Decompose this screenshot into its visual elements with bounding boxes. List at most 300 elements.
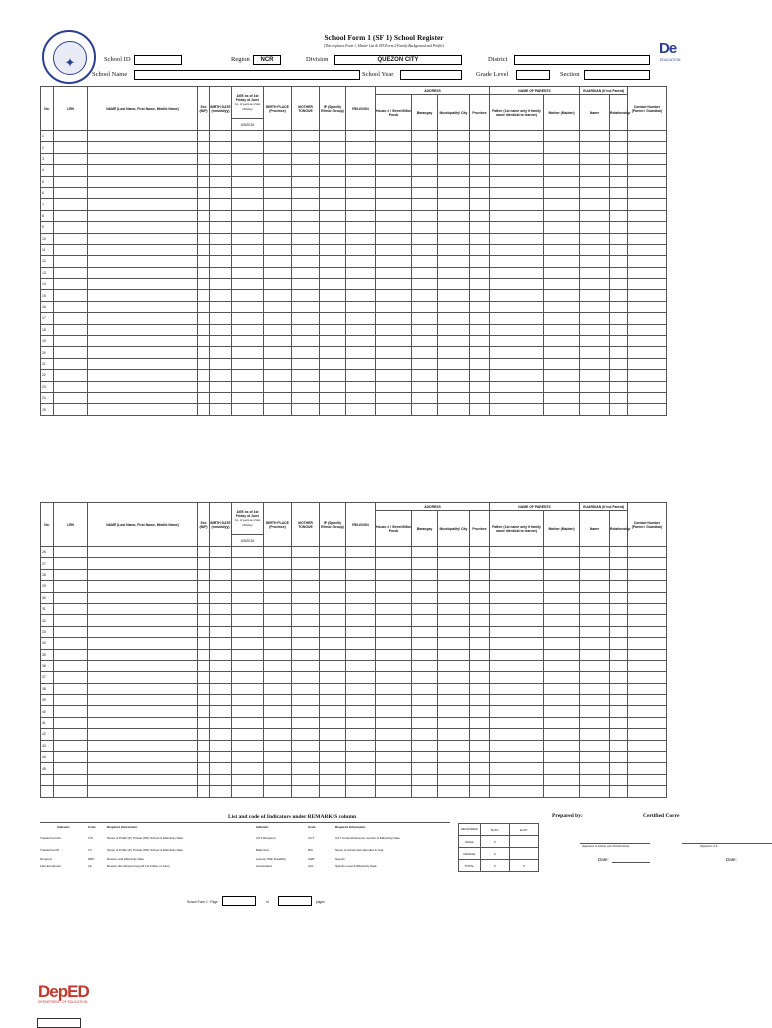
table-cell[interactable]	[346, 153, 376, 164]
table-cell[interactable]	[470, 267, 490, 278]
table-cell[interactable]	[610, 256, 628, 267]
table-cell[interactable]	[628, 626, 667, 637]
table-cell[interactable]	[198, 165, 210, 176]
table-cell[interactable]	[438, 729, 470, 740]
table-cell[interactable]	[264, 558, 292, 569]
table-cell[interactable]	[320, 279, 346, 290]
district-field[interactable]	[514, 55, 650, 65]
table-cell[interactable]	[470, 592, 490, 603]
table-cell[interactable]	[490, 267, 544, 278]
table-cell[interactable]	[320, 581, 346, 592]
table-cell[interactable]	[320, 706, 346, 717]
table-cell[interactable]	[264, 581, 292, 592]
table-cell[interactable]	[198, 558, 210, 569]
table-cell[interactable]	[88, 649, 198, 660]
table-cell[interactable]	[346, 717, 376, 728]
table-cell[interactable]	[438, 199, 470, 210]
table-cell[interactable]	[376, 672, 412, 683]
table-cell[interactable]	[320, 336, 346, 347]
table-cell[interactable]	[470, 569, 490, 580]
table-cell[interactable]	[628, 683, 667, 694]
table-cell[interactable]	[580, 301, 610, 312]
table-cell[interactable]	[88, 256, 198, 267]
table-cell[interactable]	[292, 290, 320, 301]
table-cell[interactable]	[628, 165, 667, 176]
table-cell[interactable]	[292, 626, 320, 637]
table-cell[interactable]	[628, 210, 667, 221]
table-cell[interactable]	[580, 729, 610, 740]
table-cell[interactable]	[198, 581, 210, 592]
table-cell[interactable]	[580, 279, 610, 290]
table-cell[interactable]	[320, 752, 346, 763]
table-cell[interactable]	[198, 569, 210, 580]
table-cell[interactable]	[412, 786, 438, 797]
table-cell[interactable]	[580, 381, 610, 392]
table-cell[interactable]	[628, 547, 667, 558]
table-cell[interactable]	[544, 649, 580, 660]
table-cell[interactable]	[610, 290, 628, 301]
table-cell[interactable]	[412, 324, 438, 335]
table-cell[interactable]	[610, 706, 628, 717]
summary-bosy[interactable]: 0	[480, 860, 509, 872]
table-cell[interactable]	[412, 404, 438, 415]
table-cell[interactable]	[610, 763, 628, 774]
table-cell[interactable]	[412, 301, 438, 312]
table-cell[interactable]	[88, 581, 198, 592]
table-cell[interactable]	[470, 740, 490, 751]
table-cell[interactable]	[376, 740, 412, 751]
table-cell[interactable]	[412, 581, 438, 592]
table-cell[interactable]	[88, 558, 198, 569]
table-cell[interactable]	[210, 392, 232, 403]
table-cell[interactable]	[292, 603, 320, 614]
table-cell[interactable]	[628, 336, 667, 347]
table-cell[interactable]	[628, 603, 667, 614]
table-cell[interactable]	[346, 626, 376, 637]
table-cell[interactable]	[376, 313, 412, 324]
table-cell[interactable]	[470, 233, 490, 244]
table-cell[interactable]	[292, 752, 320, 763]
table-cell[interactable]	[490, 569, 544, 580]
table-cell[interactable]	[320, 392, 346, 403]
table-cell[interactable]	[628, 763, 667, 774]
table-cell[interactable]	[292, 244, 320, 255]
table-cell[interactable]	[346, 404, 376, 415]
table-cell[interactable]	[544, 763, 580, 774]
table-cell[interactable]	[628, 358, 667, 369]
school-id-field[interactable]	[134, 55, 182, 65]
table-cell[interactable]	[54, 615, 88, 626]
table-cell[interactable]	[490, 615, 544, 626]
table-cell[interactable]	[232, 222, 264, 233]
table-cell[interactable]	[628, 404, 667, 415]
table-cell[interactable]	[292, 660, 320, 671]
table-cell[interactable]	[544, 131, 580, 142]
summary-bosy[interactable]: 0	[480, 848, 509, 860]
table-cell[interactable]	[232, 740, 264, 751]
table-cell[interactable]	[232, 290, 264, 301]
table-cell[interactable]	[292, 222, 320, 233]
table-cell[interactable]	[292, 615, 320, 626]
table-cell[interactable]	[438, 786, 470, 797]
table-cell[interactable]	[610, 603, 628, 614]
table-cell[interactable]	[376, 752, 412, 763]
table-cell[interactable]	[470, 142, 490, 153]
table-cell[interactable]	[264, 210, 292, 221]
table-cell[interactable]	[232, 233, 264, 244]
table-cell[interactable]	[88, 660, 198, 671]
table-cell[interactable]	[490, 740, 544, 751]
table-cell[interactable]	[544, 592, 580, 603]
table-cell[interactable]	[580, 131, 610, 142]
table-cell[interactable]	[470, 706, 490, 717]
table-cell[interactable]	[198, 210, 210, 221]
school-name-field[interactable]	[134, 70, 360, 80]
table-cell[interactable]	[470, 717, 490, 728]
table-cell[interactable]	[490, 581, 544, 592]
table-cell[interactable]	[264, 336, 292, 347]
table-cell[interactable]	[292, 279, 320, 290]
table-cell[interactable]	[210, 199, 232, 210]
table-cell[interactable]	[580, 233, 610, 244]
table-cell[interactable]	[346, 187, 376, 198]
table-cell[interactable]	[610, 313, 628, 324]
table-cell[interactable]	[232, 786, 264, 797]
table-cell[interactable]	[376, 153, 412, 164]
table-cell[interactable]	[264, 763, 292, 774]
table-cell[interactable]	[438, 569, 470, 580]
table-cell[interactable]	[210, 222, 232, 233]
table-cell[interactable]	[580, 717, 610, 728]
table-cell[interactable]	[198, 649, 210, 660]
table-cell[interactable]	[438, 649, 470, 660]
table-cell[interactable]	[88, 347, 198, 358]
table-cell[interactable]	[210, 660, 232, 671]
table-cell[interactable]	[610, 547, 628, 558]
table-cell[interactable]	[320, 176, 346, 187]
table-cell[interactable]	[628, 142, 667, 153]
table-cell[interactable]	[438, 233, 470, 244]
table-cell[interactable]	[376, 763, 412, 774]
table-cell[interactable]	[198, 638, 210, 649]
table-cell[interactable]	[292, 256, 320, 267]
table-cell[interactable]	[580, 336, 610, 347]
table-cell[interactable]	[320, 740, 346, 751]
table-cell[interactable]	[438, 244, 470, 255]
table-cell[interactable]	[346, 638, 376, 649]
table-cell[interactable]	[88, 603, 198, 614]
table-cell[interactable]	[628, 695, 667, 706]
table-cell[interactable]	[232, 301, 264, 312]
table-cell[interactable]	[376, 626, 412, 637]
table-cell[interactable]	[88, 358, 198, 369]
table-cell[interactable]	[412, 279, 438, 290]
table-cell[interactable]	[438, 603, 470, 614]
table-cell[interactable]	[232, 558, 264, 569]
table-cell[interactable]	[210, 279, 232, 290]
table-cell[interactable]	[470, 324, 490, 335]
table-cell[interactable]	[628, 740, 667, 751]
table-cell[interactable]	[580, 774, 610, 785]
table-cell[interactable]	[438, 683, 470, 694]
table-cell[interactable]	[412, 695, 438, 706]
table-cell[interactable]	[232, 569, 264, 580]
table-cell[interactable]	[264, 672, 292, 683]
table-cell[interactable]	[88, 569, 198, 580]
table-cell[interactable]	[376, 142, 412, 153]
table-cell[interactable]	[198, 672, 210, 683]
table-cell[interactable]	[376, 581, 412, 592]
table-cell[interactable]	[54, 165, 88, 176]
table-cell[interactable]	[376, 256, 412, 267]
table-cell[interactable]	[292, 774, 320, 785]
table-cell[interactable]	[628, 244, 667, 255]
table-cell[interactable]	[580, 313, 610, 324]
table-cell[interactable]	[88, 324, 198, 335]
table-cell[interactable]	[320, 569, 346, 580]
table-cell[interactable]	[198, 301, 210, 312]
table-cell[interactable]	[198, 370, 210, 381]
table-cell[interactable]	[54, 358, 88, 369]
table-cell[interactable]	[628, 381, 667, 392]
table-cell[interactable]	[54, 592, 88, 603]
table-cell[interactable]	[198, 404, 210, 415]
table-cell[interactable]	[438, 626, 470, 637]
table-cell[interactable]	[628, 706, 667, 717]
table-cell[interactable]	[54, 301, 88, 312]
table-cell[interactable]	[210, 381, 232, 392]
table-cell[interactable]	[346, 786, 376, 797]
table-cell[interactable]	[210, 774, 232, 785]
table-cell[interactable]	[580, 244, 610, 255]
table-cell[interactable]	[376, 547, 412, 558]
table-cell[interactable]	[264, 626, 292, 637]
table-cell[interactable]	[412, 290, 438, 301]
table-cell[interactable]	[470, 176, 490, 187]
table-cell[interactable]	[88, 199, 198, 210]
table-cell[interactable]	[88, 187, 198, 198]
table-cell[interactable]	[376, 199, 412, 210]
table-cell[interactable]	[232, 370, 264, 381]
table-cell[interactable]	[210, 786, 232, 797]
table-cell[interactable]	[54, 370, 88, 381]
table-cell[interactable]	[264, 740, 292, 751]
table-cell[interactable]	[210, 153, 232, 164]
table-cell[interactable]	[628, 592, 667, 603]
table-cell[interactable]	[88, 706, 198, 717]
table-cell[interactable]	[412, 210, 438, 221]
table-cell[interactable]	[580, 752, 610, 763]
table-cell[interactable]	[232, 199, 264, 210]
table-cell[interactable]	[610, 187, 628, 198]
table-cell[interactable]	[544, 615, 580, 626]
table-cell[interactable]	[198, 256, 210, 267]
table-cell[interactable]	[210, 404, 232, 415]
table-cell[interactable]	[412, 717, 438, 728]
table-cell[interactable]	[470, 547, 490, 558]
table-cell[interactable]	[580, 706, 610, 717]
table-cell[interactable]	[544, 233, 580, 244]
table-cell[interactable]	[346, 392, 376, 403]
table-cell[interactable]	[210, 569, 232, 580]
table-cell[interactable]	[320, 592, 346, 603]
table-cell[interactable]	[198, 615, 210, 626]
table-cell[interactable]	[376, 358, 412, 369]
table-cell[interactable]	[580, 581, 610, 592]
table-cell[interactable]	[232, 752, 264, 763]
table-cell[interactable]	[610, 336, 628, 347]
table-cell[interactable]	[470, 615, 490, 626]
table-cell[interactable]	[490, 279, 544, 290]
table-cell[interactable]	[264, 547, 292, 558]
table-cell[interactable]	[628, 638, 667, 649]
table-cell[interactable]	[470, 165, 490, 176]
table-cell[interactable]	[54, 176, 88, 187]
table-cell[interactable]	[198, 729, 210, 740]
table-cell[interactable]	[210, 165, 232, 176]
table-cell[interactable]	[264, 222, 292, 233]
table-cell[interactable]	[346, 324, 376, 335]
table-cell[interactable]	[54, 660, 88, 671]
sheet-tab[interactable]	[37, 1018, 81, 1028]
table-cell[interactable]	[438, 615, 470, 626]
table-cell[interactable]	[264, 370, 292, 381]
table-cell[interactable]	[210, 244, 232, 255]
table-cell[interactable]	[54, 199, 88, 210]
table-cell[interactable]	[210, 324, 232, 335]
table-cell[interactable]	[232, 176, 264, 187]
table-cell[interactable]	[376, 392, 412, 403]
table-cell[interactable]	[610, 581, 628, 592]
table-cell[interactable]	[232, 142, 264, 153]
table-cell[interactable]	[198, 763, 210, 774]
table-cell[interactable]	[412, 256, 438, 267]
table-cell[interactable]	[198, 592, 210, 603]
table-cell[interactable]	[292, 142, 320, 153]
table-cell[interactable]	[412, 706, 438, 717]
table-cell[interactable]	[264, 199, 292, 210]
table-cell[interactable]	[54, 142, 88, 153]
summary-eosy[interactable]: 0	[509, 860, 538, 872]
table-cell[interactable]	[412, 176, 438, 187]
table-cell[interactable]	[412, 222, 438, 233]
table-cell[interactable]	[438, 695, 470, 706]
table-cell[interactable]	[320, 187, 346, 198]
table-cell[interactable]	[438, 740, 470, 751]
table-cell[interactable]	[412, 660, 438, 671]
table-cell[interactable]	[198, 603, 210, 614]
table-cell[interactable]	[376, 131, 412, 142]
table-cell[interactable]	[544, 404, 580, 415]
table-cell[interactable]	[470, 695, 490, 706]
table-cell[interactable]	[376, 695, 412, 706]
table-cell[interactable]	[210, 683, 232, 694]
table-cell[interactable]	[210, 187, 232, 198]
table-cell[interactable]	[412, 313, 438, 324]
table-cell[interactable]	[54, 233, 88, 244]
table-cell[interactable]	[438, 672, 470, 683]
table-cell[interactable]	[470, 392, 490, 403]
table-cell[interactable]	[544, 558, 580, 569]
table-cell[interactable]	[292, 717, 320, 728]
table-cell[interactable]	[376, 244, 412, 255]
table-cell[interactable]	[470, 370, 490, 381]
table-cell[interactable]	[438, 324, 470, 335]
table-cell[interactable]	[376, 381, 412, 392]
table-cell[interactable]	[376, 324, 412, 335]
table-cell[interactable]	[470, 672, 490, 683]
table-cell[interactable]	[210, 370, 232, 381]
table-cell[interactable]	[198, 392, 210, 403]
table-cell[interactable]	[346, 370, 376, 381]
table-cell[interactable]	[198, 695, 210, 706]
table-cell[interactable]	[264, 165, 292, 176]
table-cell[interactable]	[320, 695, 346, 706]
table-cell[interactable]	[490, 774, 544, 785]
table-cell[interactable]	[490, 672, 544, 683]
table-cell[interactable]	[346, 649, 376, 660]
table-cell[interactable]	[376, 233, 412, 244]
table-cell[interactable]	[54, 547, 88, 558]
table-cell[interactable]	[490, 695, 544, 706]
table-cell[interactable]	[628, 324, 667, 335]
table-cell[interactable]	[88, 142, 198, 153]
table-cell[interactable]	[88, 763, 198, 774]
table-cell[interactable]	[580, 558, 610, 569]
table-cell[interactable]	[198, 660, 210, 671]
table-cell[interactable]	[346, 347, 376, 358]
table-cell[interactable]	[412, 569, 438, 580]
table-cell[interactable]	[376, 649, 412, 660]
table-cell[interactable]	[490, 381, 544, 392]
table-cell[interactable]	[346, 581, 376, 592]
table-cell[interactable]	[320, 615, 346, 626]
table-cell[interactable]	[232, 358, 264, 369]
table-cell[interactable]	[412, 233, 438, 244]
table-cell[interactable]	[346, 165, 376, 176]
table-cell[interactable]	[376, 404, 412, 415]
table-cell[interactable]	[412, 592, 438, 603]
table-cell[interactable]	[292, 638, 320, 649]
table-cell[interactable]	[210, 558, 232, 569]
table-cell[interactable]	[580, 153, 610, 164]
table-cell[interactable]	[292, 187, 320, 198]
table-cell[interactable]	[610, 210, 628, 221]
table-cell[interactable]	[544, 176, 580, 187]
table-cell[interactable]	[198, 717, 210, 728]
table-cell[interactable]	[264, 729, 292, 740]
table-cell[interactable]	[412, 547, 438, 558]
table-cell[interactable]	[232, 581, 264, 592]
table-cell[interactable]	[580, 256, 610, 267]
table-cell[interactable]	[412, 267, 438, 278]
table-cell[interactable]	[88, 392, 198, 403]
table-cell[interactable]	[346, 660, 376, 671]
table-cell[interactable]	[490, 222, 544, 233]
table-cell[interactable]	[232, 615, 264, 626]
table-cell[interactable]	[210, 256, 232, 267]
table-cell[interactable]	[490, 649, 544, 660]
table-cell[interactable]	[54, 222, 88, 233]
table-cell[interactable]	[490, 131, 544, 142]
table-cell[interactable]	[628, 774, 667, 785]
table-cell[interactable]	[544, 187, 580, 198]
table-cell[interactable]	[346, 592, 376, 603]
table-cell[interactable]	[210, 336, 232, 347]
table-cell[interactable]	[580, 142, 610, 153]
table-cell[interactable]	[346, 199, 376, 210]
table-cell[interactable]	[470, 683, 490, 694]
